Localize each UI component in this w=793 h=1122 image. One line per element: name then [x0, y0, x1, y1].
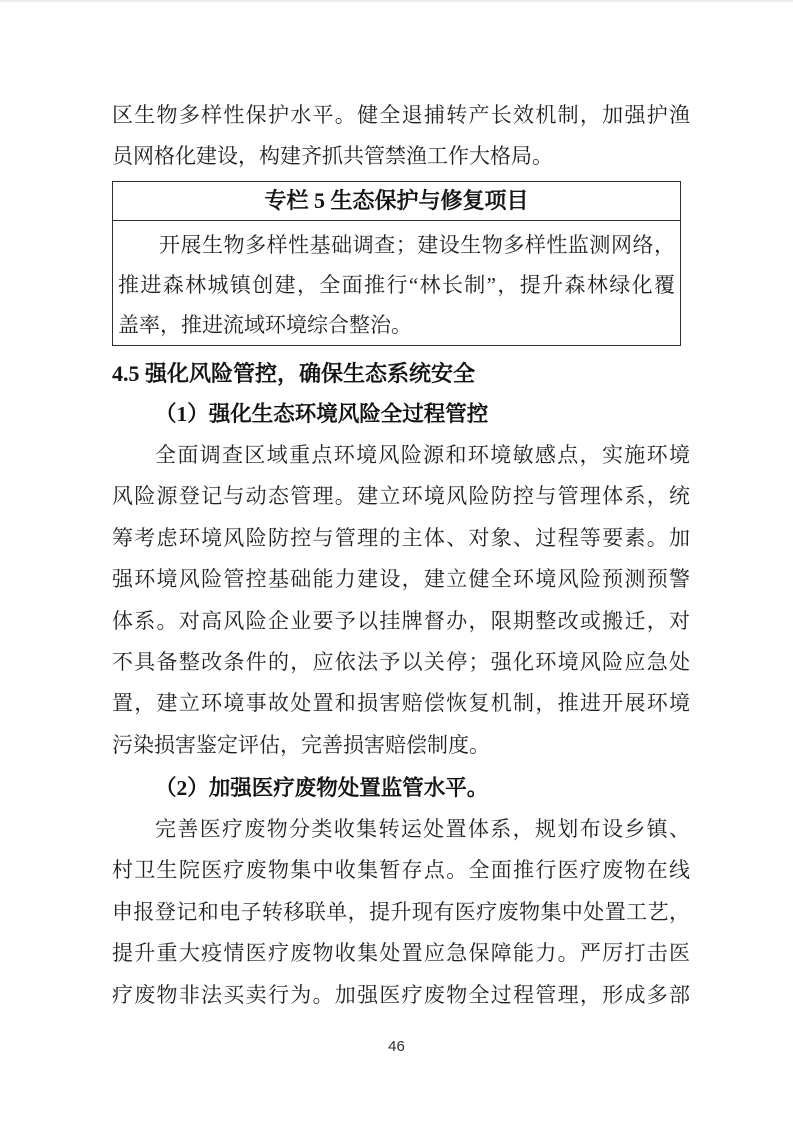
text-line: 筹考虑环境风险防控与管理的主体、对象、过程等要素。加	[112, 525, 690, 550]
text-line: 村卫生院医疗废物集中收集暂存点。全面推行医疗废物在线	[112, 858, 690, 883]
text-line: 区生物多样性保护水平。健全退捕转产长效机制，加强护渔	[112, 103, 690, 127]
subsection-2-paragraph	[112, 809, 690, 1016]
subsection-2-heading: （2）加强医疗废物处置监管水平。	[155, 776, 489, 800]
intro-paragraph	[112, 95, 690, 178]
text-line: 开展生物多样性基础调查；建设生物多样性监测网络，	[159, 233, 675, 257]
subsection-1-paragraph	[112, 435, 690, 766]
page-number: 46	[388, 1038, 405, 1055]
text-line: 风险源登记与动态管理。建立环境风险防控与管理体系，统	[112, 484, 690, 509]
callout-box-body	[113, 221, 680, 345]
text-line: 污染损害鉴定评估，完善损害赔偿制度。	[112, 732, 490, 757]
text-line: 体系。对高风险企业要予以挂牌督办，限期整改或搬迁，对	[112, 608, 690, 633]
text-line: 推进森林城镇创建，全面推行“林长制”，提升森林绿化覆	[118, 273, 675, 297]
text-line: 提升重大疫情医疗废物收集处置应急保障能力。严厉打击医	[112, 941, 690, 966]
text-line: 疗废物非法买卖行为。加强医疗废物全过程管理，形成多部	[112, 982, 690, 1007]
text-line: 全面调查区域重点环境风险源和环境敏感点，实施环境	[155, 443, 690, 467]
text-line: 完善医疗废物分类收集转运处置体系，规划布设乡镇、	[155, 817, 690, 841]
text-line: 申报登记和电子转移联单，提升现有医疗废物集中处置工艺，	[112, 899, 690, 924]
text-line: 强环境风险管控基础能力建设，建立健全环境风险预测预警	[112, 567, 690, 592]
callout-box	[112, 181, 681, 346]
callout-box-title: 专栏 5 生态保护与修复项目	[113, 182, 680, 221]
subsection-1-heading: （1）强化生态环境风险全过程管控	[155, 402, 489, 426]
text-line: 不具备整改条件的，应依法予以关停；强化环境风险应急处	[112, 649, 690, 674]
text-line: 置，建立环境事故处置和损害赔偿恢复机制，推进开展环境	[112, 691, 690, 716]
section-heading: 4.5 强化风险管控，确保生态系统安全	[112, 361, 476, 386]
text-line: 员网格化建设，构建齐抓共管禁渔工作大格局。	[112, 144, 553, 169]
text-line: 盖率，推进流域环境综合整治。	[118, 313, 412, 337]
